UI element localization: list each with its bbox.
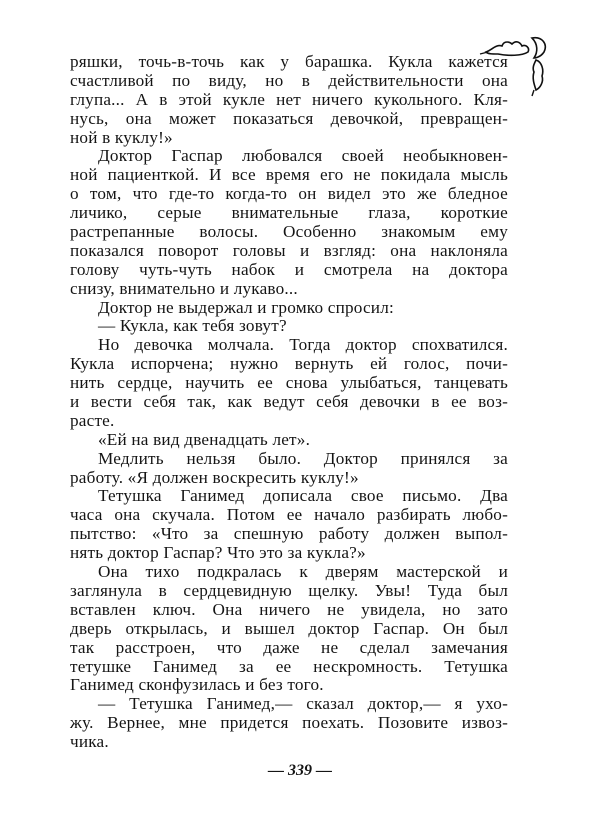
text-line: заглянула в сердцевидную щелку. Увы! Туда был	[70, 580, 508, 600]
text-line: о том, что где-то когда-то он видел это же бледное	[70, 184, 508, 204]
text-line: растрепанные волосы. Особенно знакомым ему	[70, 222, 508, 242]
text-line: счастливой по виду, но в действительности она	[70, 70, 508, 90]
text-line: нить сердце, научить ее снова улыбаться, танцевать	[70, 373, 508, 393]
text-line: ной в куклу!»	[70, 127, 173, 147]
text-line: — Кукла, как тебя зовут?	[98, 316, 287, 336]
text-line: часа она скучала. Потом ее начало разбирать любо-	[70, 505, 508, 525]
text-line: и вести себя так, как ведут себя девочки в ее воз-	[70, 392, 508, 412]
text-line: ряшки, точь-в-точь как у барашка. Кукла кажется	[70, 52, 508, 71]
text-line: Она тихо подкралась к дверям мастерской и	[98, 562, 508, 582]
text-line: Но девочка молчала. Тогда доктор спохватился.	[98, 335, 508, 355]
text-line: расте.	[70, 410, 115, 430]
text-line: показался поворот головы и взгляд: она наклоняла	[70, 240, 508, 260]
text-line: нять доктор Гаспар? Что это за кукла?»	[70, 543, 366, 563]
text-line: дверь открылась, и вышел доктор Гаспар. Он был	[70, 618, 508, 638]
text-line: голову чуть-чуть набок и смотрела на доктора	[70, 259, 508, 279]
text-line: нусь, она может показаться девочкой, превращен-	[70, 108, 508, 128]
text-line: — Тетушка Ганимед,— сказал доктор,— я ухо-	[98, 694, 508, 714]
text-line: тетушке Ганимед за ее нескромность. Тетушка	[70, 656, 508, 676]
text-line: работу. «Я должен воскресить куклу!»	[70, 467, 359, 487]
text-line: глупа... А в этой кукле нет ничего кукольного. Кля-	[70, 89, 508, 109]
text-line: ной пациенткой. И все время его не покидала мысль	[70, 165, 508, 185]
text-line: личико, серые внимательные глаза, короткие	[70, 203, 508, 223]
page-number: — 339 —	[268, 762, 332, 779]
text-line: снизу, внимательно и лукаво...	[70, 278, 298, 298]
body-text	[70, 53, 508, 752]
text-line: Тетушка Ганимед дописала свое письмо. Два	[98, 486, 508, 506]
text-line: вставлен ключ. Она ничего не увидела, но зато	[70, 599, 508, 619]
text-line: Ганимед сконфузилась и без того.	[70, 675, 324, 695]
text-line: так расстроен, что даже не сделал замечания	[70, 637, 508, 657]
text-line: пытство: «Что за спешную работу должен выпол-	[70, 524, 508, 544]
text-line: Кукла испорчена; нужно вернуть ей голос, почи-	[70, 354, 508, 374]
text-line: Доктор не выдержал и громко спросил:	[98, 297, 394, 317]
text-line: жу. Вернее, мне придется поехать. Позовите извоз-	[70, 713, 508, 733]
text-line: Доктор Гаспар любовался своей необыкновен-	[98, 146, 508, 166]
text-line: чика.	[70, 732, 109, 752]
text-line: Медлить нельзя было. Доктор принялся за	[98, 448, 508, 468]
text-line: «Ей на вид двенадцать лет».	[98, 429, 311, 449]
